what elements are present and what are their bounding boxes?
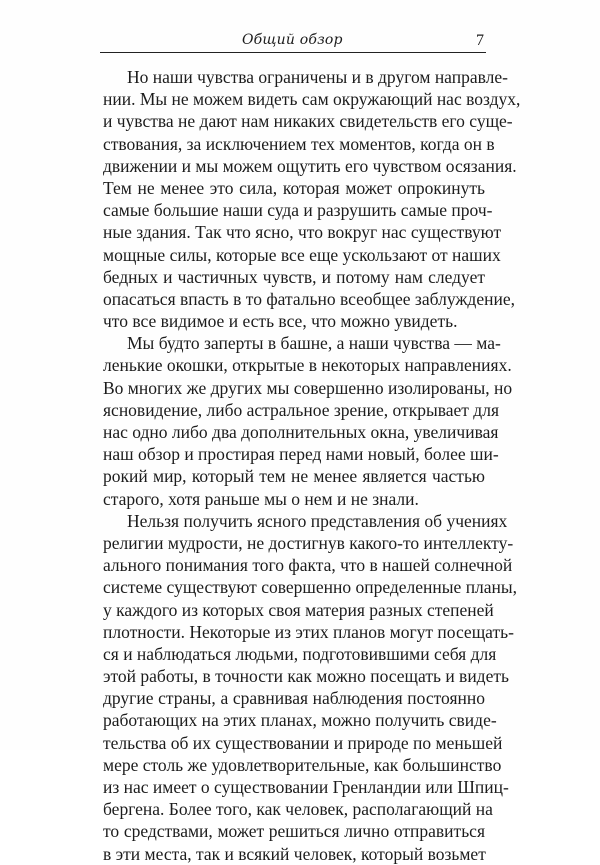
text-line: Мы будто заперты в башне, а наши чувства — ма-	[127, 333, 501, 354]
text-line: что все видимое и есть все, что можно увидеть.	[103, 311, 458, 332]
text-line: этой работы, в точности как можно посещать и видеть	[103, 666, 509, 687]
text-line: ясновидение, либо астральное зрение, открывает для	[103, 399, 499, 420]
text-line: ленькие окошки, открытые в некоторых направлениях.	[103, 355, 512, 376]
text-line: ствования, за исключением тех моментов, когда он в	[103, 133, 495, 154]
text-line: рокий мир, который тем не менее является частью	[103, 466, 485, 487]
chapter-title: Общий обзор	[242, 32, 343, 48]
text-line: ся и наблюдаться людьми, подготовившими себя для	[103, 643, 497, 664]
text-line: то средствами, может решиться лично отправиться	[103, 821, 485, 842]
text-line: старого, хотя раньше мы о нем и не знали.	[103, 488, 419, 509]
running-header	[100, 30, 486, 53]
text-line: мере столь же удовлетворительные, как большинство	[103, 754, 502, 775]
text-line: плотности. Некоторые из этих планов могут посещать-	[103, 621, 514, 642]
text-line: религии мудрости, не достигнув какого-то интеллекту-	[103, 532, 514, 553]
text-line: в эти места, так и всякий человек, который возьмет	[103, 843, 486, 864]
text-line: работающих на этих планах, можно получить свиде-	[103, 710, 497, 731]
text-line: тельства об их существовании и природе по меньшей	[103, 732, 503, 753]
text-line: самые большие наши суда и разрушить самые проч-	[103, 200, 493, 221]
text-line: движении и мы можем ощутить его чувством осязания.	[103, 155, 517, 176]
text-line: ные здания. Так что ясно, что вокруг нас существуют	[103, 222, 502, 243]
text-line: Но наши чувства ограничены и в другом направле-	[127, 67, 508, 87]
text-line: другие страны, а сравнивая наблюдения постоянно	[103, 688, 485, 709]
text-line: из нас имеет о существовании Гренландии или Шпиц-	[103, 777, 509, 797]
text-line: Тем не менее это сила, которая может опрокинуть	[103, 177, 485, 198]
body-text	[103, 66, 521, 865]
page-number: 7	[476, 32, 484, 49]
text-line: нас одно либо два дополнительных окна, увеличивая	[103, 422, 499, 442]
text-line: наш обзор и простирая перед нами новый, более ши-	[103, 444, 499, 465]
text-line: мощные силы, которые все еще ускользают от наших	[103, 244, 501, 265]
text-line: бедных и частичных чувств, и потому нам следует	[103, 266, 485, 287]
text-line: системе существуют совершенно определенные планы,	[103, 577, 518, 598]
text-line: Во многих же других мы совершенно изолированы, но	[103, 377, 513, 398]
text-line: опасаться впасть в то фатально всеобщее заблуждение,	[103, 288, 515, 309]
text-line: нии. Мы не можем видеть сам окружающий нас воздух,	[103, 89, 521, 110]
text-line: у каждого из которых своя материя разных степеней	[103, 599, 494, 620]
text-line: Нельзя получить ясного представления об учениях	[127, 510, 508, 531]
text-line: ального понимания того факта, что в нашей солнечной	[103, 555, 513, 576]
text-line: и чувства не дают нам никаких свидетельств его суще-	[103, 111, 513, 132]
text-line: бергена. Более того, как человек, располагающий на	[103, 799, 493, 820]
